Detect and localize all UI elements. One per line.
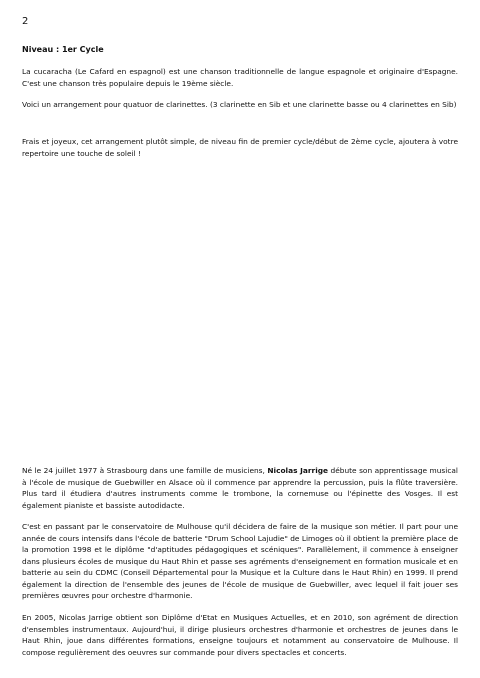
bio-paragraph-1 xyxy=(22,465,458,511)
bio-text-2: C'est en passant par le conservatoire de Mulhouse qu'il décidera de faire de la musique son métier. Il part pour une année de cours intensifs dans l'école de batterie "Drum School Lajudie" de Limoges où il obtient la première place de la promotion 1998 et le diplôme "d'aptitudes pédagogiques et scéniques". Parallèlement, il commence à enseigner dans plusieurs écoles de musique du Haut Rhin et passe ses agréments d'enseignement en formation musicale et en batterie au sein du CDMC (Conseil Départemental pour la Musique et la Culture dans le Haut Rhin) en 1999. Il prend également la direction de l'ensemble des jeunes de l'école de musique de Guebwiller, avec lequel il fait jouer ses premières œuvres pour orchestre d'harmonie. xyxy=(22,522,458,600)
intro-paragraph-3 xyxy=(22,136,458,159)
intro-text-1: La cucaracha (Le Cafard en espagnol) est une chanson traditionnelle de langue espagnole et originaire d'Espagne. C'est une chanson très populaire depuis le 19ème siècle. xyxy=(22,67,458,88)
composer-name: Nicolas Jarrige xyxy=(267,466,329,475)
intro-paragraph-2 xyxy=(22,99,458,111)
bio-text-1a: Né le 24 juillet 1977 à Strasbourg dans une famille de musiciens, xyxy=(22,466,268,475)
bio-text-3: En 2005, Nicolas Jarrige obtient son Diplôme d'Etat en Musiques Actuelles, et en 2010, son agrément de direction d'ensembles instrumentaux. Aujourd'hui, il dirige plusieurs orchestres d'harmonie et orchestres de jeunes dans le Haut Rhin, joue dans différentes formations, enseigne toujours et notamment au conservatoire de Mulhouse. Il compose regulièrement des oeuvres sur commande pour divers spectacles et concerts. xyxy=(22,613,458,657)
bio-text-1 xyxy=(22,465,458,511)
intro-paragraph-1 xyxy=(22,66,458,89)
bio-paragraph-3 xyxy=(22,612,458,658)
intro-text-2: Voici un arrangement pour quatuor de clarinettes. (3 clarinette en Sib et une clarinette basse ou 4 clarinettes en Sib) xyxy=(22,100,457,109)
page-number: 2 xyxy=(22,16,29,27)
bio-paragraph-2 xyxy=(22,521,458,602)
level-heading: Niveau : 1er Cycle xyxy=(22,45,104,54)
intro-text-3: Frais et joyeux, cet arrangement plutôt simple, de niveau fin de premier cycle/début de 2ème cycle, ajoutera à votre repertoire une touche de soleil ! xyxy=(22,137,458,158)
bio-text-1b: débute son apprentissage musical à l'école de musique de Guebwiller en Alsace où il commence par apprendre la percussion, puis la flûte traversière. Plus tard il étudiera d'autres instruments comme le trombone, la cornemuse ou l'épinette des Vosges. Il est également pianiste et bassiste autodidacte. xyxy=(22,466,458,510)
